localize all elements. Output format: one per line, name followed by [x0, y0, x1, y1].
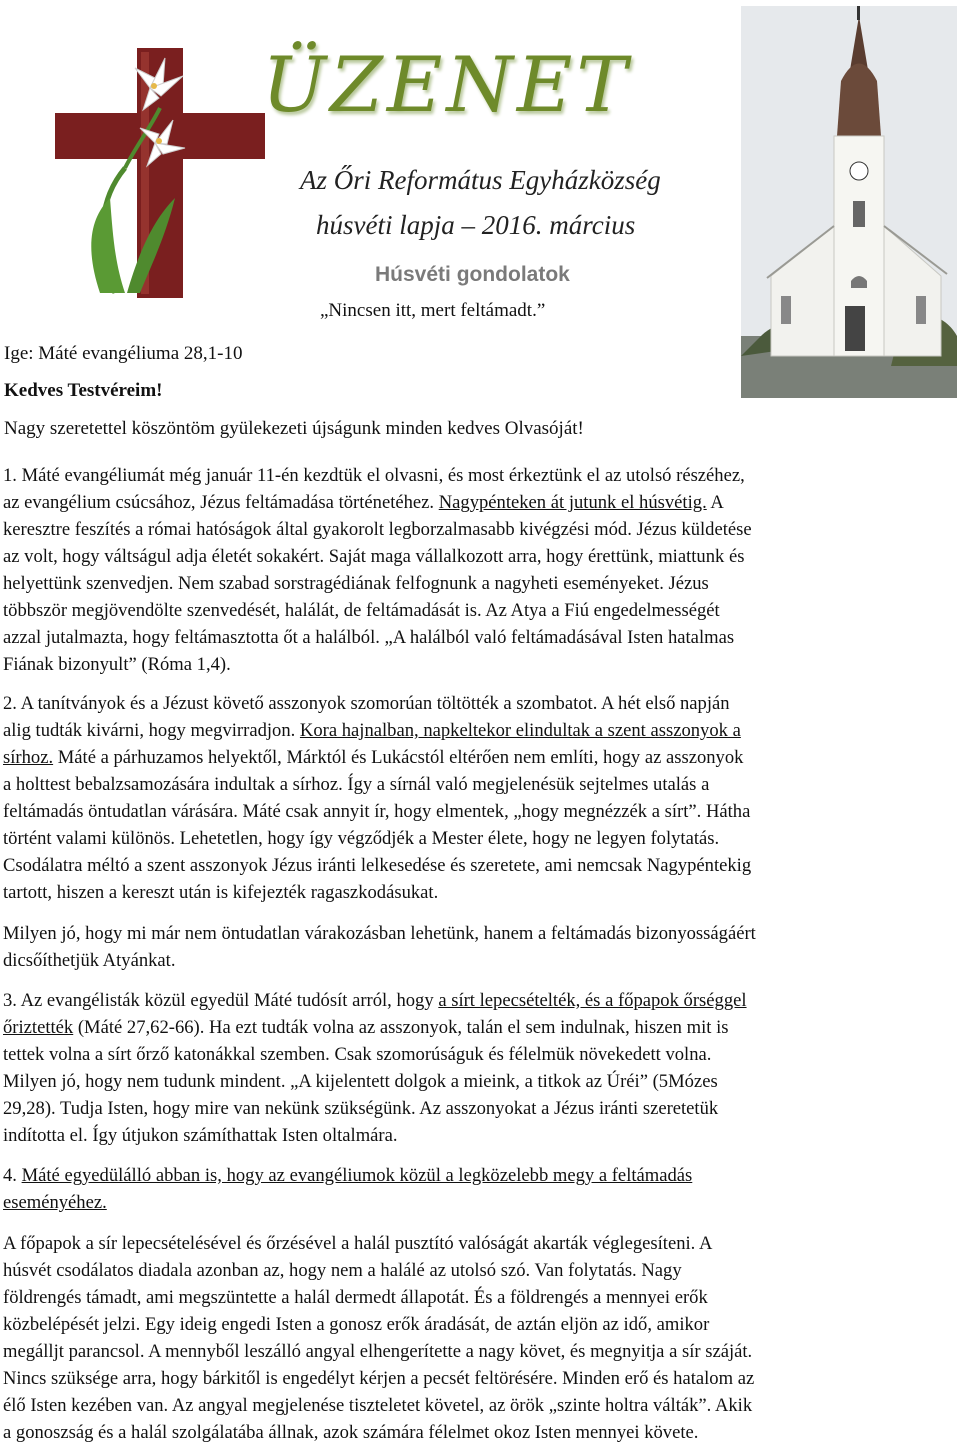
welcome-line: Nagy szeretettel köszöntöm gyülekezeti újságunk minden kedves Olvasóját! — [4, 418, 584, 439]
p6-line: élő Isten kezében van. Az angyal megjelenése tiszteletet követel, az örök „szinte holtra válták”. Akik — [3, 1395, 753, 1416]
paragraph-5 — [3, 1162, 957, 1216]
p6-line: megálljt parancsol. A mennyből leszálló angyal elhengerítette a nagy követ, és megnyitja a sír száját. — [3, 1341, 753, 1362]
p6-line: Nincs szüksége arra, hogy bárkitől is engedélyt kérjen a pecsét feltörésére. Minden erő és hatalom az — [3, 1368, 755, 1389]
paragraph-3 — [3, 920, 957, 974]
cross-lily-illustration — [55, 48, 285, 298]
subtitle-line-2: húsvéti lapja – 2016. március — [316, 210, 636, 240]
p1-line: 1. Máté evangéliumát még január 11-én kezdtük el olvasni, és most érkeztünk el az utolsó részéhez, — [3, 465, 745, 486]
p2-line: tartott, hiszen a kereszt után is kifejezték ragaszkodásukat. — [3, 882, 439, 903]
section-title: Húsvéti gondolatok — [375, 263, 570, 286]
p5-text: 4. — [3, 1165, 22, 1186]
p6-line: a gonoszság és a halál szolgálatába állnak, azok számára félelmet okoz Isten mennyei követe. — [3, 1422, 699, 1443]
paragraph-6 — [3, 1230, 957, 1446]
p2-line: Csodálatra méltó a szent asszonyok Jézus iránti lelkesedése és szeretete, ami nemcsak Nagypéntekig — [3, 855, 752, 876]
scripture-reference: Ige: Máté evangéliuma 28,1-10 — [4, 343, 243, 364]
p3-line: dicsőíthetjük Atyánkat. — [3, 950, 176, 971]
p4-text: (Máté 27,62-66). Ha ezt tudták volna az asszonyok, talán el sem indulnak, hiszen mit is — [73, 1017, 729, 1038]
p2-underlined: sírhoz. — [3, 747, 54, 768]
subtitle-line-1: Az Őri Református Egyházközség — [300, 165, 661, 195]
p6-line: húsvét csodálatos diadala azonban az, hogy nem a halálé az utolsó szó. Van folytatás. Nagy — [3, 1260, 682, 1281]
masthead-title: ÜZENET — [262, 40, 632, 129]
p1-text: A — [706, 492, 724, 513]
p6-line: A főpapok a sír lepecsételésével és őrzésével a halál pusztító valóságát akarták véglegesíteni. A — [3, 1233, 713, 1254]
p4-line: tettek volna a sírt őrző katonákkal szemben. Csak szomorúságuk és félelmük növekedett volna. — [3, 1044, 712, 1065]
p4-underlined: a sírt lepecsételték, és a főpapok őrséggel — [438, 990, 747, 1011]
p4-line: indította el. Így útjukon számíthattak Isten oltalmára. — [3, 1125, 398, 1146]
p5-underlined: eseményéhez. — [3, 1192, 107, 1213]
p6-line: közbelépését jelzi. Egy ideig engedi Isten a gonosz erők áradását, de aztán eljön az idő, amikor — [3, 1314, 710, 1335]
p4-text: 3. Az evangélisták közül egyedül Máté tudósít arról, hogy — [3, 990, 439, 1011]
church-photo — [741, 6, 957, 398]
p1-underlined: Nagypénteken át jutunk el húsvétig. — [438, 492, 707, 513]
p2-line: 2. A tanítványok és a Jézust követő asszonyok szomorúan töltötték a szombatot. A hét első napján — [3, 693, 730, 714]
p5-underlined: Máté egyedülálló abban is, hogy az evangéliumok közül a legközelebb megy a feltámadás — [21, 1165, 693, 1186]
p1-line: azzal jutalmazta, hogy feltámasztotta őt a halálból. „A halálból való feltámadásával Isten hatalmas — [3, 627, 735, 648]
p4-underlined: őriztették — [3, 1017, 74, 1038]
p2-line: történt valami különös. Lehetetlen, hogy így végződjék a Mester élete, hogy ne legyen folytatás. — [3, 828, 720, 849]
p1-line: az volt, hogy váltságul adja életét sokakért. Saját maga vállalkozott arra, hogy érettünk, miattunk és — [3, 546, 745, 567]
p1-text: az evangélium csúcsához, Jézus feltámadása történetéhez. — [3, 492, 439, 513]
p1-line: Fiának bizonyult” (Róma 1,4). — [3, 654, 231, 675]
p2-text: Máté a párhuzamos helyektől, Márktól és Lukácstól eltérően nem említi, hogy az asszonyok — [53, 747, 744, 768]
greeting: Kedves Testvéreim! — [4, 380, 163, 401]
p4-line: 29,28). Tudja Isten, hogy mire van nekünk szükségünk. Az asszonyokat a Jézus iránti szeretetük — [3, 1098, 719, 1119]
motto: „Nincsen itt, mert feltámadt.” — [320, 300, 546, 321]
paragraph-2 — [3, 690, 957, 906]
p2-line: a holttest bebalzsamozására indultak a sírhoz. Így a sírnál való megjelenésük sejtelmes utalás a — [3, 774, 710, 795]
p4-line: Milyen jó, hogy nem tudunk mindent. „A kijelentett dolgok a mieink, a titkok az Úréi” (5Mózes — [3, 1071, 718, 1092]
p2-underlined: Kora hajnalban, napkeltekor elindultak a szent asszonyok a — [299, 720, 741, 741]
p2-text: alig tudták kivárni, hogy megvirradjon. — [3, 720, 300, 741]
p3-line: Milyen jó, hogy mi már nem öntudatlan várakozásban lehetünk, hanem a feltámadás bizonyosságáért — [3, 923, 756, 944]
paragraph-1 — [3, 462, 957, 678]
p1-line: keresztre feszítés a római hatóságok által gyakorolt legborzalmasabb kivégzési mód. Jézus küldetése — [3, 519, 752, 540]
p1-line: többször megjövendölte szenvedését, halálát, de feltámadását is. Az Atya a Fiú engedelmességét — [3, 600, 720, 621]
paragraph-4 — [3, 987, 957, 1149]
p2-line: feltámadás öntudatlan várására. Máté csak annyit ír, hogy elmentek, „hogy megnézzék a sírt”. Hátha — [3, 801, 751, 822]
p6-line: földrengés támadt, ami megszüntette a halál dermedt állapotát. És a földrengés a mennyei erők — [3, 1287, 708, 1308]
p1-line: helyettünk szenvedjen. Nem szabad sorstragédiának felfognunk a nagyheti eseményeket. Jézus — [3, 573, 709, 594]
